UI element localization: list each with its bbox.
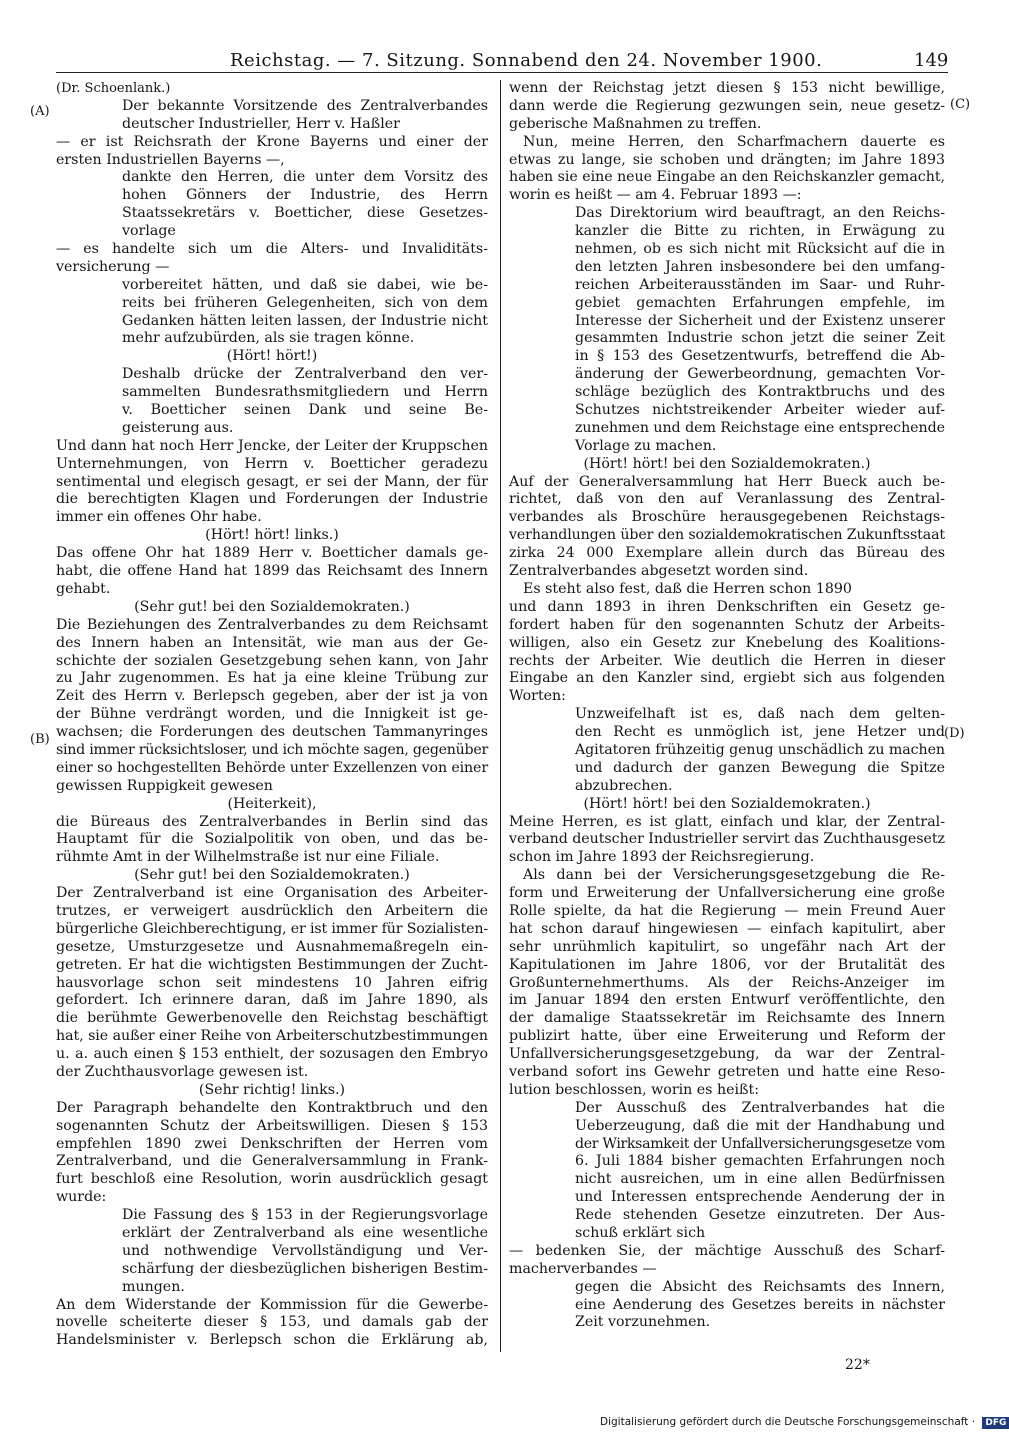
text-line: Eingabe an den Kanzler sind, ergiebt sich aus folgenden [509, 670, 945, 687]
text-line: sogenannten Schutz der Arbeitswilligen. Diesen § 153 [56, 1117, 488, 1134]
text-line: gebiet gemachten Erfahrungen empfehle, im [575, 294, 945, 311]
text-line: Ueberzeugung, daß die mit der Handhabung und [575, 1117, 945, 1134]
text-line: wachsen; die Forderungen des deutschen Tammanyringes [56, 724, 488, 741]
text-line: Zeit vorzunehmen. [575, 1314, 711, 1331]
text-line: Die Fassung des § 153 in der Regierungsvorlage [122, 1207, 488, 1224]
text-line: An dem Widerstande der Kommission für die Gewerbe- [56, 1296, 488, 1313]
text-line: gesetze, Umsturzgesetze und Ausnahmemaßregeln ein- [56, 938, 488, 955]
signature-mark: 22* [845, 1357, 870, 1373]
text-line: novelle scheiterte dieser § 153, und damals gab der [56, 1314, 488, 1331]
text-line: den letzten Jahren insbesondere bei den umfang- [575, 258, 945, 275]
text-line: worin es heißt — am 4. Februar 1893 —: [509, 187, 802, 204]
column-separator [500, 80, 501, 1352]
text-line: mehr aufzubürden, als sie tragen könne. [122, 330, 415, 347]
footer-text: Digitalisierung gefördert durch die Deutsche Forschungsgemeinschaft · [600, 1416, 976, 1428]
text-line: schuß erklärt sich [575, 1225, 706, 1241]
text-line: rühmte Amt in der Wilhelmstraße ist nur eine Filiale. [56, 849, 440, 866]
text-line: vorlage [122, 223, 176, 240]
text-line: der damalige Staatssekretär im Reichsamte des Innern [509, 1010, 945, 1027]
text-line: Handelsminister v. Berlepsch schon die Erklärung ab, [56, 1332, 488, 1349]
text-line: dankte den Herren, die unter dem Vorsitz des [122, 169, 488, 186]
text-line: kanzler die Bitte zu richten, in Erwägung zu [575, 223, 945, 240]
text-line: Schutzes nichtstreikender Arbeiter wieder auf- [575, 402, 945, 419]
text-line: schärfung der diesbezüglichen bisherigen Bestim- [122, 1260, 488, 1277]
text-line: publizirt hatte, über eine Erweiterung und Reform der [509, 1028, 945, 1045]
text-line: (Heiterkeit), [227, 795, 317, 812]
text-line: ersten Industriellen Bayerns —, [56, 151, 285, 168]
text-line: Es steht also fest, daß die Herren schon 1890 [523, 580, 852, 597]
page-header [0, 0, 1000, 78]
text-line: habt, die offene Hand hat 1899 das Reichsamt des Innern [56, 563, 488, 580]
text-line: Das offene Ohr hat 1889 Herr v. Boetticher damals ge- [56, 545, 488, 562]
text-line: Der Zentralverband ist eine Organisation des Arbeiter- [56, 885, 488, 902]
text-line: nicht ausreichen, um in eine allen Bedürfnissen [575, 1171, 945, 1188]
text-line: rechts der Arbeiter. Wie deutlich die Herren in dieser [509, 652, 945, 669]
text-line: macherverbandes — [509, 1260, 657, 1277]
text-line: Und dann hat noch Herr Jencke, der Leiter der Kruppschen [56, 437, 488, 454]
text-line: gesammten Industrie schon jetzt die seiner Zeit [575, 330, 945, 347]
text-line: (Hört! hört! bei den Sozialdemokraten.) [583, 795, 871, 812]
text-line: deutscher Industrieller, Herr v. Haßler [122, 115, 400, 132]
text-line: und dadurch der ganzen Bewegung die Spitze [575, 759, 945, 776]
dfg-logo: DFG [982, 1417, 1009, 1429]
text-line: (Sehr gut! bei den Sozialdemokraten.) [134, 867, 410, 884]
text-line: und dann 1893 in ihren Denkschriften ein Gesetz ge- [509, 598, 945, 615]
text-line: sehr unrühmlich kapitulirt, so ungefähr nach Art der [509, 938, 945, 955]
text-line: — bedenken Sie, der mächtige Ausschuß des Scharf- [509, 1242, 945, 1259]
margin-mark-b: (B) [30, 732, 50, 747]
text-line: (Dr. Schoenlank.) [56, 81, 171, 96]
text-line: (Hört! hört!) [226, 348, 318, 365]
text-line: Zeit des Herrn v. Berlepsch gegeben, aber der ist ja von [56, 688, 488, 705]
text-line: der Zuchthausvorlage gewesen ist. [56, 1063, 309, 1080]
text-line: verbandes als Broschüre herausgegebenen Reichstags- [509, 509, 945, 526]
text-line: Auf der Generalversammlung hat Herr Bueck auch be- [509, 473, 945, 490]
text-line: der Wirksamkeit der Unfallversicherungsgesetze vom [575, 1135, 945, 1152]
right-column [509, 80, 945, 1332]
text-line: Unfallversicherungsgesetzgebung, da war der Zentral- [509, 1046, 945, 1063]
text-line: trutzes, er verweigert ausdrücklich den Arbeitern die [56, 902, 488, 919]
text-line: Unternehmungen, von Herrn v. Boetticher geradezu [56, 455, 488, 472]
text-line: erklärt der Zentralverband als eine wesentliche [122, 1225, 488, 1241]
text-line: furt beschloß eine Resolution, worin ausdrücklich gesagt [56, 1171, 488, 1188]
text-line: der Bühne verdrängt worden, und die Innigkeit ist ge- [56, 706, 488, 723]
text-line: Der bekannte Vorsitzende des Zentralverbandes [122, 97, 488, 114]
text-line: Staatssekretärs v. Boetticher, diese Gesetzes- [122, 205, 488, 222]
text-line: geisterung aus. [122, 419, 234, 436]
running-title: Reichstag. — 7. Sitzung. Sonnabend den 24. November 1900. [230, 50, 823, 71]
text-line: Unzweifelhaft ist es, daß nach dem gelten- [575, 706, 945, 723]
header-rule [56, 72, 948, 73]
text-line: gefordert. Ich erinnere daran, daß im Jahre 1890, als [56, 992, 488, 1009]
page-number: 149 [914, 50, 949, 71]
text-line: Die Beziehungen des Zentralverbandes zu dem Reichsamt [56, 616, 488, 633]
text-line: immer ein offenes Ohr habe. [56, 509, 262, 526]
text-line: Rede stehenden Gesetze einzutreten. Der Aus- [575, 1207, 945, 1224]
text-line: mungen. [122, 1278, 185, 1295]
text-line: Kapitulationen im Jahre 1806, vor der Brutalität des [509, 956, 945, 973]
text-line: (Hört! hört! links.) [205, 527, 339, 544]
text-line: zunehmen und dem Reichstage eine entsprechende [575, 419, 945, 436]
text-line: gegen die Absicht des Reichsamts des Innern, [575, 1278, 945, 1295]
text-line: empfehlen 1890 zwei Denkschriften der Herren vom [56, 1135, 488, 1152]
text-line: vorbereitet hätten, und daß sie dabei, wie be- [122, 276, 488, 293]
text-line: — er ist Reichsrath der Krone Bayerns und einer der [56, 133, 488, 150]
text-line: schichte der sozialen Gesetzgebung sehen kann, von Jahr [56, 652, 488, 669]
text-line: (Sehr richtig! links.) [198, 1081, 346, 1098]
text-line: im Januar 1894 den ersten Entwurf veröffentlichte, den [509, 992, 945, 1009]
text-line: verband deutscher Industrieller servirt das Zuchthausgesetz [509, 831, 945, 848]
text-line: Zentralverbandes abgesetzt worden sind. [509, 563, 809, 580]
text-line: Deshalb drücke der Zentralverband den ver- [122, 366, 488, 383]
text-line: hohen Gönners der Industrie, des Herrn [122, 187, 488, 204]
text-line: wenn der Reichstag jetzt diesen § 153 nicht bewillige, [509, 80, 945, 96]
text-line: dann werde die Regierung gezwungen sein, neue gesetz- [509, 97, 945, 114]
text-line: Zentralverband, und die Generalversammlung in Frank- [56, 1153, 488, 1170]
margin-mark-c: (C) [950, 97, 971, 112]
text-line: zirka 24 000 Exemplare allein durch das Büreau des [509, 545, 945, 562]
text-line: Hauptamt für die Sozialpolitik von oben, und das be- [56, 831, 488, 848]
digitization-footer [600, 1416, 1009, 1429]
text-line: — es handelte sich um die Alters- und Invaliditäts- [56, 241, 488, 258]
text-line: den Recht es unmöglich ist, jene Hetzer und [575, 724, 945, 741]
text-line: u. a. auch einen § 153 enthielt, der sozusagen den Embryo [56, 1046, 488, 1063]
text-line: sind immer rücksichtsloser, und ich möchte sagen, gegenüber [56, 741, 488, 758]
text-line: reichen Arbeiterausständen im Saar- und Ruhr- [575, 276, 945, 293]
text-line: und nothwendige Vervollständigung und Ver- [122, 1242, 488, 1259]
text-line: die berechtigten Klagen und Forderungen der Industrie [56, 491, 488, 508]
text-line: lution beschlossen, worin es heißt: [509, 1081, 760, 1098]
text-line: etwas zu lange, sie schoben und drängten; im Jahre 1893 [509, 151, 945, 168]
text-line: Großunternehmerthums. Als der Reichs-Anzeiger im [509, 974, 945, 991]
text-line: hausvorlage schon seit mindestens 10 Jahren eifrig [56, 974, 488, 991]
text-line: Worten: [509, 688, 566, 705]
text-line: zu Jahr zugenommen. Es hat ja eine kleine Trübung zur [56, 670, 488, 687]
text-line: richtet, daß von den auf Veranlassung des Zentral- [509, 491, 945, 508]
text-line: 6. Juli 1884 bisher gemachten Erfahrungen noch [575, 1153, 945, 1170]
text-line: die berühmte Gewerbenovelle den Reichstag beschäftigt [56, 1010, 488, 1027]
text-line: änderung der Gewerbeordnung, gemachten Vor- [575, 366, 945, 383]
text-line: schon im Jahre 1893 der Reichsregierung. [509, 849, 815, 866]
text-line: fordert haben für den sogenannten Schutz der Arbeits- [509, 616, 945, 633]
text-line: die Büreaus des Zentralverbandes in Berlin sind das [56, 813, 488, 830]
text-line: (Hört! hört! bei den Sozialdemokraten.) [583, 455, 871, 472]
text-line: geberische Maßnahmen zu treffen. [509, 115, 762, 132]
text-line: haben sie eine neue Eingabe an den Reichskanzler gemacht, [509, 169, 945, 186]
margin-mark-d: (D) [944, 726, 965, 741]
text-line: reits bei früheren Gelegenheiten, sich von dem [122, 294, 488, 311]
text-line: schläge bezüglich des Kontraktbruchs und des [575, 384, 945, 401]
text-line: eine Aenderung des Gesetzes bereits in nächster [575, 1296, 945, 1313]
text-line: einer so hochgestellten Behörde unter Exzellenzen von einer [56, 759, 488, 776]
text-line: Interesse der Sicherheit und der Existenz unserer [575, 312, 945, 329]
left-column [56, 80, 488, 1350]
text-line: Gedanken hätten leiten lassen, der Industrie nicht [122, 312, 488, 329]
text-line: abzubrechen. [575, 777, 673, 794]
text-line: verhandlungen über den sozialdemokratischen Zukunftsstaat [509, 527, 945, 544]
text-line: Vorlage zu machen. [575, 437, 717, 454]
text-line: v. Boetticher seinen Dank und seine Be- [122, 402, 488, 419]
text-line: Der Ausschuß des Zentralverbandes hat die [575, 1099, 945, 1116]
margin-mark-a: (A) [30, 104, 50, 119]
text-line: nehmen, ob es sich nicht mit Rücksicht auf die in [575, 241, 945, 258]
text-line: Rolle spielte, da hat die Regierung — mein Freund Auer [509, 902, 945, 919]
text-line: Agitatoren frühzeitig genug unschädlich zu machen [575, 741, 945, 758]
text-line: Das Direktorium wird beauftragt, an den Reichs- [575, 205, 945, 222]
text-line: (Sehr gut! bei den Sozialdemokraten.) [134, 598, 410, 615]
text-line: verband sofort ins Gewehr getreten und hatte eine Reso- [509, 1063, 945, 1080]
text-line: Nun, meine Herren, den Scharfmachern dauerte es [523, 133, 945, 150]
text-line: in § 153 des Gesetzentwurfs, betreffend die Ab- [575, 348, 945, 365]
text-line: gehabt. [56, 580, 111, 597]
text-line: form und Erweiterung der Unfallversicherung eine große [509, 885, 945, 902]
text-line: getreten. Er hat die wichtigsten Bestimmungen der Zucht- [56, 956, 488, 973]
text-line: Meine Herren, es ist glatt, einfach und klar, der Zentral- [509, 813, 945, 830]
text-line: sentimental und elegisch gesagt, er sei der Mann, der für [56, 473, 488, 490]
text-line: Der Paragraph behandelte den Kontraktbruch und den [56, 1099, 488, 1116]
text-line: und Interessen entsprechende Aenderung der in [575, 1189, 945, 1206]
text-line: willigen, also ein Gesetz zur Knebelung des Koalitions- [509, 634, 945, 651]
text-line: bürgerliche Gleichberechtigung, er ist immer für Sozialisten- [56, 920, 488, 937]
text-line: Als dann bei der Versicherungsgesetzgebung die Re- [523, 867, 945, 884]
text-line: versicherung — [56, 258, 170, 275]
text-line: hat schon darauf hingewiesen — einfach kapitulirt, aber [509, 920, 945, 937]
text-line: gewissen Ruppigkeit gewesen [56, 777, 273, 794]
text-line: des Innern haben an Intensität, wie man aus der Ge- [56, 634, 488, 651]
text-line: sammelten Bundesrathsmitgliedern und Herrn [122, 384, 488, 401]
text-line: wurde: [56, 1189, 107, 1206]
text-line: hat, sie außer einer Reihe von Arbeiterschutzbestimmungen [56, 1028, 488, 1045]
